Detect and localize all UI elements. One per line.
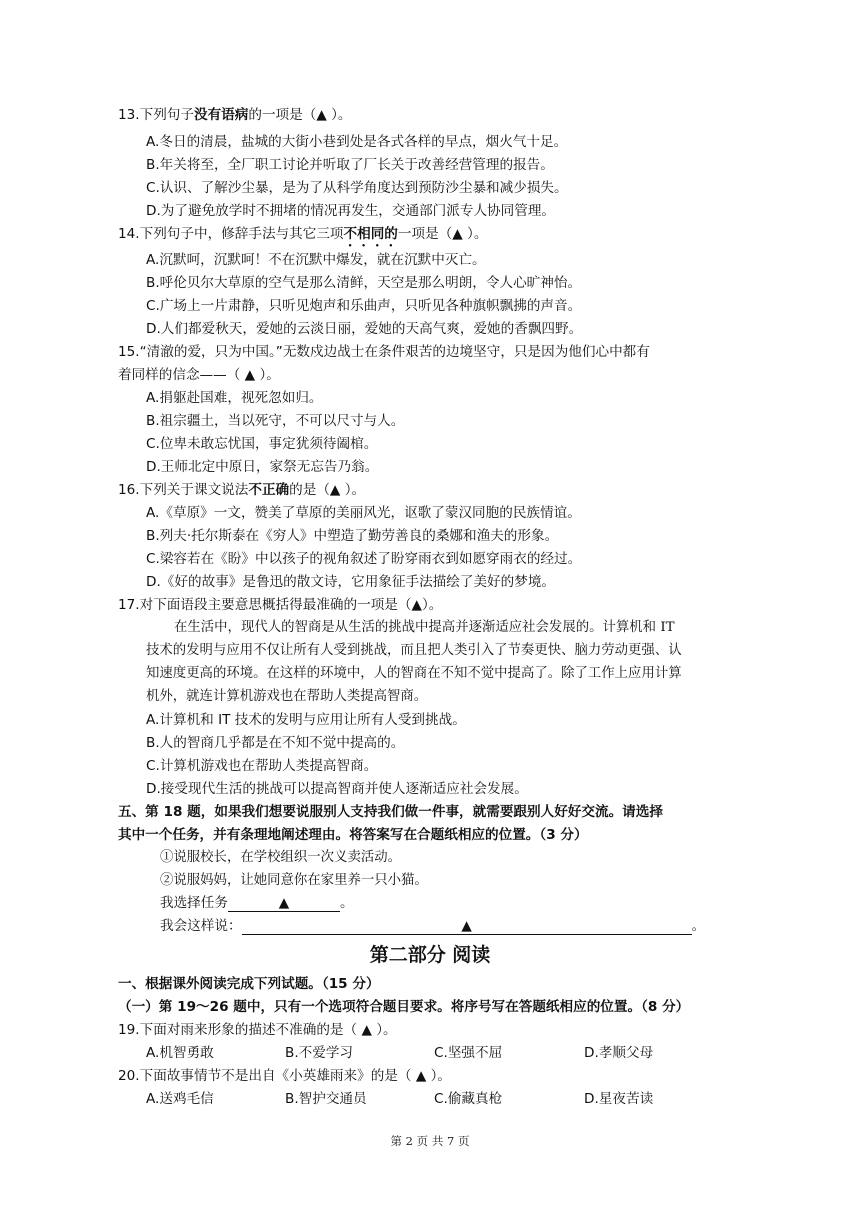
q17-option-c: C.计算机游戏也在帮助人类提高智商。	[146, 758, 378, 774]
q16-option-a: A.《草原》一文，赞美了草原的美丽风光，讴歌了蒙汉同胞的民族情谊。	[146, 505, 581, 521]
stem-emphasis: 没有语病	[194, 107, 249, 123]
page-number-footer: 第 2 页 共 7 页	[390, 1134, 470, 1148]
question-19-stem: 19.下面对雨来形象的描述不准确的是（ ▲ ）。	[118, 1022, 397, 1038]
q14-option-d: D.人们都爱秋天，爱她的云淡日丽，爱她的天高气爽，爱她的香飘四野。	[146, 321, 583, 337]
reading-heading: 一、根据课外阅读完成下列试题。（15 分）	[118, 976, 380, 992]
q20-option-b: B.智护交通员	[285, 1091, 367, 1107]
q20-options	[0, 1089, 860, 1109]
q15-option-c: C.位卑未敢忘忧国，事定犹须待阖棺。	[146, 436, 378, 452]
q14-option-c: C.广场上一片肃静，只听见炮声和乐曲声，只听见各种旗帜飘拂的声音。	[146, 298, 582, 314]
stem-text: 13.下列句子	[118, 107, 194, 123]
choose-task-label: 我选择任务	[160, 895, 228, 911]
question-14-stem	[118, 224, 487, 250]
stem-emphasis: 不正确	[248, 482, 290, 498]
stem-emphasis: 不相同的	[343, 226, 398, 242]
q19-option-b: B.不爱学习	[285, 1045, 354, 1061]
q16-option-b: B.列夫·托尔斯泰在《穷人》中塑造了勤劳善良的桑娜和渔夫的形象。	[146, 528, 559, 544]
question-15-stem-line2: 着同样的信念——（ ▲ ）。	[118, 367, 280, 383]
q14-option-a: A.沉默呵，沉默呵！不在沉默中爆发，就在沉默中灭亡。	[146, 252, 486, 268]
question-13-stem	[118, 105, 352, 125]
q13-option-d: D.为了避免放学时不拥堵的情况再发生，交通部门派专人协同管理。	[146, 203, 556, 219]
q17-passage-line: 技术的发明与应用不仅让所有人受到挑战，而且把人类引入了节奏更快、脑力劳动更强、认	[146, 643, 682, 658]
q16-option-d: D.《好的故事》是鲁迅的散文诗，它用象征手法描绘了美好的梦境。	[146, 574, 556, 590]
q15-option-d: D.王师北定中原日，家祭无忘告乃翁。	[146, 459, 379, 475]
stem-text: 14.下列句子中，修辞手法与其它三项	[118, 226, 344, 242]
q19-option-d: D.孝顺父母	[584, 1045, 654, 1061]
q17-option-d: D.接受现代生活的挑战可以提高智商并使人逐渐适应社会发展。	[146, 781, 528, 797]
q13-option-b: B.年关将至，全厂职工讨论并听取了厂长关于改善经营管理的报告。	[146, 157, 554, 173]
q17-passage-line: 知速度更高的环境。在这样的环境中，人的智商在不知不觉中提高了。除了工作上应用计算	[146, 666, 682, 681]
section-5-heading-line1: 五、第 18 题，如果我们想要说服别人支持我们做一件事，就需要跟别人好好交流。请选择	[118, 804, 663, 820]
q17-option-a: A.计算机和 IT 技术的发明与应用让所有人受到挑战。	[146, 712, 466, 728]
question-20-stem: 20.下面故事情节不是出自《小英雄雨来》的是（ ▲ ）。	[118, 1068, 451, 1084]
stem-text: 的一项是（▲ ）。	[248, 107, 352, 123]
choose-task-blank[interactable]: ▲	[228, 895, 340, 912]
q19-options	[0, 1043, 860, 1063]
q19-option-c: C.坚强不屈	[434, 1045, 503, 1061]
q15-option-a: A.捐躯赴国难，视死忽如归。	[146, 390, 323, 406]
q17-passage-line: 机外，就连计算机游戏也在帮助人类提高智商。	[146, 689, 428, 704]
task-option-1: ①说服校长，在学校组织一次义卖活动。	[160, 850, 402, 865]
punctuation: 。	[691, 918, 706, 934]
question-17-stem: 17.对下面语段主要意思概括得最准确的一项是（▲）。	[118, 597, 443, 613]
q17-option-b: B.人的智商几乎都是在不知不觉中提高的。	[146, 735, 405, 751]
question-15-stem-line1: 15.“清澈的爱，只为中国。”无数戍边战士在条件艰苦的边境坚守，只是因为他们心中都有	[118, 344, 650, 360]
stem-text: 16.下列关于课文说法	[118, 482, 249, 498]
q13-option-c: C.认识、了解沙尘暴，是为了从科学角度达到预防沙尘暴和减少损失。	[146, 180, 568, 196]
q20-option-a: A.送鸡毛信	[146, 1091, 214, 1107]
stem-text: 的是（▲ ）。	[289, 482, 366, 498]
reading-subheading: （一）第 19～26 题中，只有一个选项符合题目要求。将序号写在答题纸相应的位置。（8 分）	[118, 999, 690, 1015]
q15-option-b: B.祖宗疆土，当以死守，不可以尺寸与人。	[146, 413, 405, 429]
q20-option-c: C.偷藏真枪	[434, 1091, 503, 1107]
q14-option-b: B.呼伦贝尔大草原的空气是那么清鲜，天空是那么明朗，令人心旷神怡。	[146, 275, 582, 291]
q16-option-c: C.梁容若在《盼》中以孩子的视角叙述了盼穿雨衣到如愿穿雨衣的经过。	[146, 551, 582, 567]
q20-option-d: D.星夜苦读	[584, 1091, 654, 1107]
answer-line	[160, 916, 705, 936]
q19-option-a: A.机智勇敢	[146, 1045, 214, 1061]
answer-label: 我会这样说：	[160, 918, 242, 934]
section-5-heading-line2: 其中一个任务，并有条理地阐述理由。将答案写在合题纸相应的位置。（3 分）	[118, 827, 588, 843]
answer-blank[interactable]: ▲	[242, 918, 692, 935]
q13-option-a: A.冬日的清晨，盐城的大街小巷到处是各式各样的早点，烟火气十足。	[146, 134, 568, 150]
task-option-2: ②说服妈妈，让她同意你在家里养一只小猫。	[160, 873, 428, 888]
choose-task-line	[160, 893, 354, 913]
part-2-title: 第二部分 阅读	[369, 944, 491, 966]
punctuation: 。	[339, 895, 354, 911]
stem-text: 一项是（▲ ）。	[397, 226, 488, 242]
q17-passage-line: 在生活中，现代人的智商是从生活的挑战中提高并逐渐适应社会发展的。计算机和 IT	[174, 620, 675, 635]
question-16-stem	[118, 480, 365, 500]
